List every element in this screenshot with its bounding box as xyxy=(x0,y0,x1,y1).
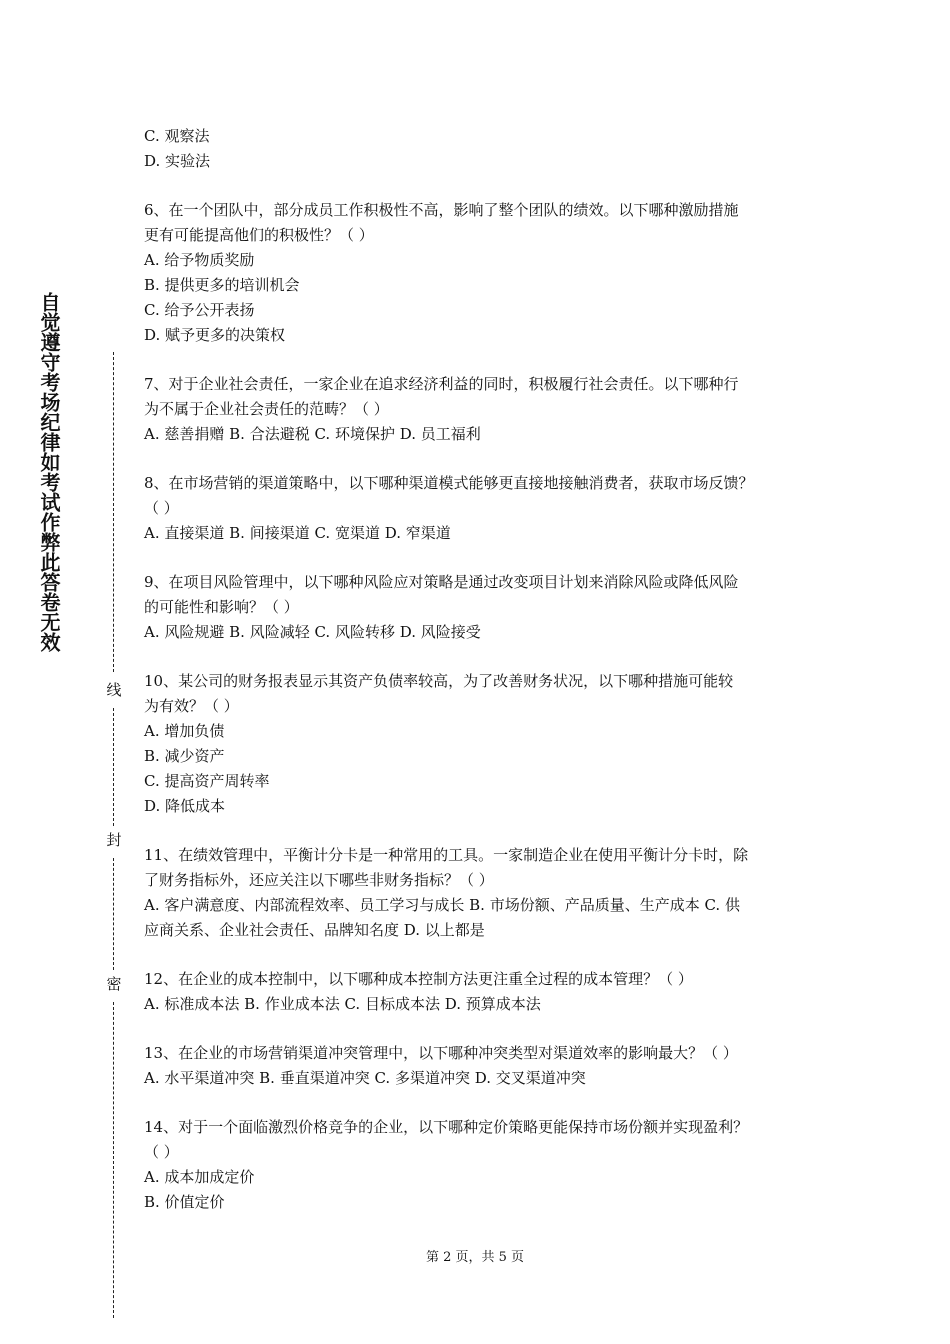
binding-label-seal: 封 xyxy=(104,832,124,848)
text-line: （ ） xyxy=(144,1143,179,1161)
binding-label-secret: 密 xyxy=(104,976,124,992)
text-line: A. 标准成本法 B. 作业成本法 C. 目标成本法 D. 预算成本法 xyxy=(144,995,541,1013)
text-line: 12、在企业的成本控制中，以下哪种成本控制方法更注重全过程的成本管理？（ ） xyxy=(144,970,693,988)
text-line: A. 增加负债 xyxy=(144,722,225,740)
binding-line-middle xyxy=(113,708,114,826)
text-line: C. 提高资产周转率 xyxy=(144,772,270,790)
text-line: 13、在企业的市场营销渠道冲突管理中，以下哪种冲突类型对渠道效率的影响最大？（ ） xyxy=(144,1044,738,1062)
text-line: 10、某公司的财务报表显示其资产负债率较高，为了改善财务状况，以下哪种措施可能较 xyxy=(144,672,734,690)
spacer xyxy=(144,943,824,967)
text-line: 为有效？（ ） xyxy=(144,697,239,715)
spacer xyxy=(144,645,824,669)
binding-line-top xyxy=(113,352,114,672)
text-line: B. 提供更多的培训机会 xyxy=(144,276,300,294)
text-line: A. 客户满意度、内部流程效率、员工学习与成长 B. 市场份额、产品质量、生产成本 C. 供 xyxy=(144,896,740,914)
spacer xyxy=(144,1017,824,1041)
binding-line-lower xyxy=(113,858,114,970)
spacer xyxy=(144,819,824,843)
text-line: D. 降低成本 xyxy=(144,797,226,815)
spacer xyxy=(144,174,824,198)
spacer xyxy=(144,1091,824,1115)
text-line: 11、在绩效管理中，平衡计分卡是一种常用的工具。一家制造企业在使用平衡计分卡时，除 xyxy=(144,846,749,864)
text-line: D. 实验法 xyxy=(144,152,211,170)
text-line: 应商关系、企业社会责任、品牌知名度 D. 以上都是 xyxy=(144,921,485,939)
text-line: A. 直接渠道 B. 间接渠道 C. 宽渠道 D. 窄渠道 xyxy=(144,524,451,542)
text-line: 更有可能提高他们的积极性？（ ） xyxy=(144,226,374,244)
text-line: （ ） xyxy=(144,499,179,517)
text-line: 7、对于企业社会责任，一家企业在追求经济利益的同时，积极履行社会责任。以下哪种行 xyxy=(144,375,739,393)
text-line: A. 给予物质奖励 xyxy=(144,251,255,269)
text-line: A. 成本加成定价 xyxy=(144,1168,255,1186)
spacer xyxy=(144,546,824,570)
text-line: 14、对于一个面临激烈价格竞争的企业，以下哪种定价策略更能保持市场份额并实现盈利？ xyxy=(144,1118,749,1136)
text-line: 为不属于企业社会责任的范畴？（ ） xyxy=(144,400,389,418)
text-line: C. 观察法 xyxy=(144,127,210,145)
binding-line-bottom xyxy=(113,1002,114,1318)
text-line: C. 给予公开表扬 xyxy=(144,301,255,319)
text-line: B. 减少资产 xyxy=(144,747,225,765)
text-line: 9、在项目风险管理中，以下哪种风险应对策略是通过改变项目计划来消除风险或降低风险 xyxy=(144,573,739,591)
spacer xyxy=(144,447,824,471)
binding-label-line: 线 xyxy=(104,682,124,698)
text-line: 8、在市场营销的渠道策略中，以下哪种渠道模式能够更直接地接触消费者，获取市场反馈？ xyxy=(144,474,754,492)
text-line: A. 慈善捐赠 B. 合法避税 C. 环境保护 D. 员工福利 xyxy=(144,425,481,443)
spacer xyxy=(144,348,824,372)
text-line: 了财务指标外，还应关注以下哪些非财务指标？（ ） xyxy=(144,871,494,889)
side-notice: 自觉遵守考场纪律如考试作弊此答卷无效 xyxy=(37,292,61,652)
text-line: A. 风险规避 B. 风险减轻 C. 风险转移 D. 风险接受 xyxy=(144,623,481,641)
text-line: A. 水平渠道冲突 B. 垂直渠道冲突 C. 多渠道冲突 D. 交叉渠道冲突 xyxy=(144,1069,586,1087)
text-line: D. 赋予更多的决策权 xyxy=(144,326,286,344)
question-content xyxy=(144,124,824,1215)
text-line: 6、在一个团队中，部分成员工作积极性不高，影响了整个团队的绩效。以下哪种激励措施 xyxy=(144,201,739,219)
text-line: B. 价值定价 xyxy=(144,1193,225,1211)
page-footer: 第 2 页，共 5 页 xyxy=(425,1250,525,1265)
text-line: 的可能性和影响？（ ） xyxy=(144,598,299,616)
